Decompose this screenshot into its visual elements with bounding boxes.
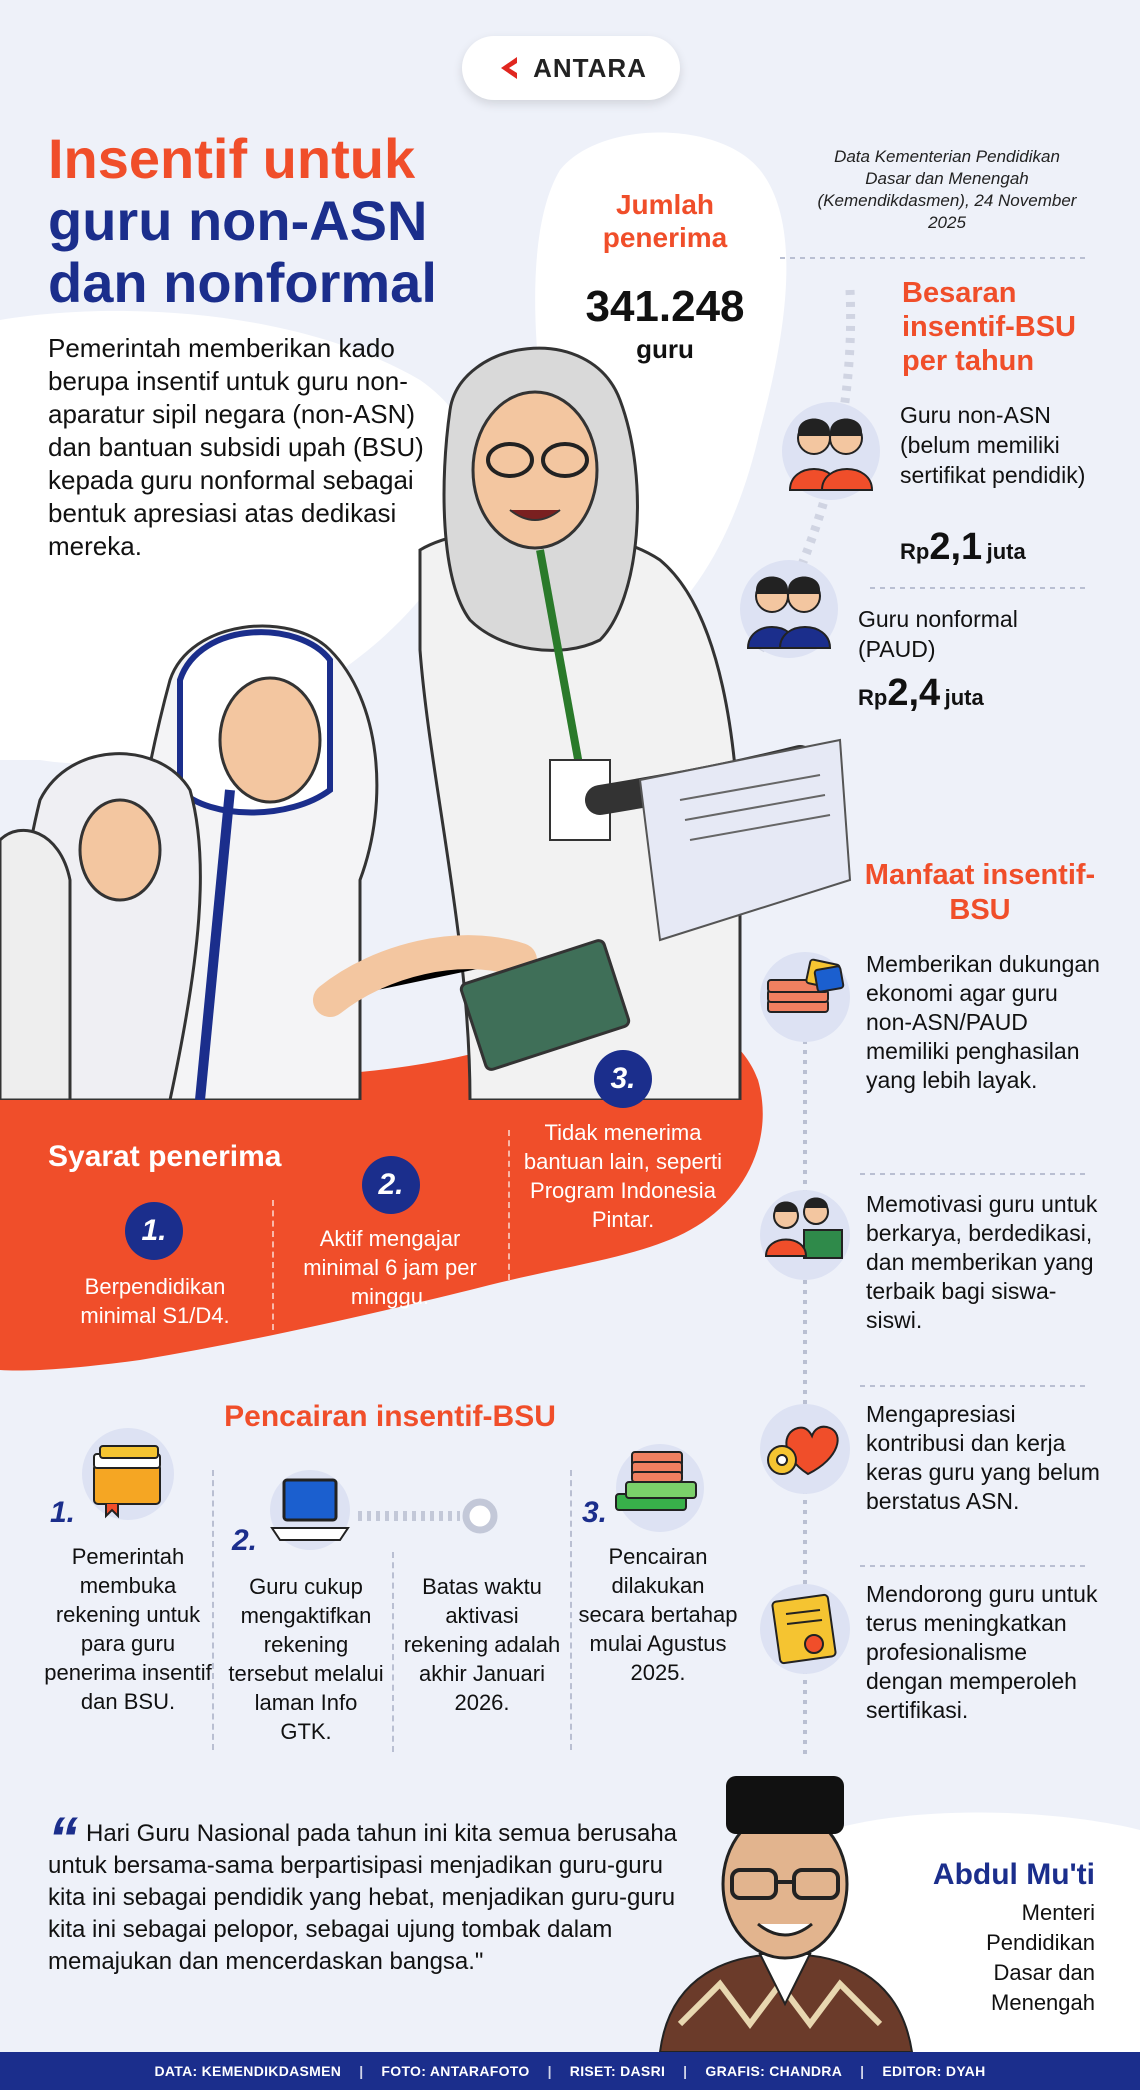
logo-text: ANTARA xyxy=(533,52,647,83)
pencairan-divider-3 xyxy=(570,1470,572,1750)
data-source: Data Kementerian Pendidikan Dasar dan Menengah (Kemendikdasmen), 24 November 2025 xyxy=(817,147,1077,232)
syarat-step-2-text: Aktif mengajar minimal 6 jam per minggu. xyxy=(303,1226,477,1309)
jumlah-title: Jumlah penerima xyxy=(602,189,728,253)
pencairan-step-2-number: 2. xyxy=(232,1524,258,1557)
pencairan-divider-2 xyxy=(392,1552,394,1752)
besaran-item-1-label: Guru non-ASN (belum memiliki sertifikat pendidik) xyxy=(900,402,1086,488)
syarat-divider-2 xyxy=(508,1130,510,1280)
besaran-title: Besaran insentif-BSU per tahun xyxy=(902,277,1076,377)
syarat-divider-1 xyxy=(272,1200,274,1330)
title-line-3: dan nonformal xyxy=(48,251,437,314)
besaran-item-2-label: Guru nonformal (PAUD) xyxy=(858,606,1018,662)
pencairan-deadline-text: Batas waktu aktivasi rekening adalah akhir Januari 2026. xyxy=(403,1574,561,1715)
pencairan-step-2-text: Guru cukup mengaktifkan rekening tersebut melalui laman Info GTK. xyxy=(228,1574,384,1744)
antara-logo xyxy=(462,36,680,100)
credit-separator: | xyxy=(359,2063,364,2079)
speaker-portrait xyxy=(640,1774,930,2052)
manfaat-item-1: Memberikan dukungan ekonomi agar guru non-ASN/PAUD memiliki penghasilan yang lebih layak. xyxy=(866,951,1100,1093)
quote-block xyxy=(48,1805,698,1978)
credit-separator: | xyxy=(683,2063,688,2079)
title-line-2: guru non-ASN xyxy=(48,189,428,252)
teacher-board-icon xyxy=(760,1190,850,1280)
people-navy-icon xyxy=(740,560,838,658)
besaran-item-2-value: Rp2,4 juta xyxy=(858,672,984,714)
pencairan-step-1-number: 1. xyxy=(50,1496,76,1529)
jumlah-unit: guru xyxy=(636,334,694,364)
heart-gear-icon xyxy=(760,1404,850,1494)
certificate-icon xyxy=(760,1584,850,1674)
syarat-step-3-number: 3. xyxy=(594,1050,652,1108)
intro-paragraph: Pemerintah memberikan kado berupa insentif untuk guru non-aparatur sipil negara (non-ASN) dan bantuan subsidi upah (BSU) kepada guru nonformal sebagai bentuk apresiasi atas dedikasi mereka. xyxy=(48,333,424,561)
quote-text: Hari Guru Nasional pada tahun ini kita semua berusaha untuk bersama-sama berpartisipasi menjadikan guru-guru kita ini sebagai pendidik yang hebat, menjadikan guru-guru kita ini sebagai pelopor, sebagai ujung tombak dalam memajukan dan mencerdaskan bangsa." xyxy=(48,1820,678,1975)
laptop-icon xyxy=(262,1468,358,1558)
people-orange-icon xyxy=(782,402,880,500)
quote-mark-icon: “ xyxy=(48,1805,78,1872)
speaker-name: Abdul Mu'ti xyxy=(932,1858,1095,1891)
manfaat-item-2: Memotivasi guru untuk berkarya, berdedikasi, dan memberikan yang terbaik bagi siswa-siswi. xyxy=(866,1191,1098,1333)
pencairan-step-1-text: Pemerintah membuka rekening untuk para guru penerima insentif dan BSU. xyxy=(44,1544,212,1714)
page-title xyxy=(48,128,568,314)
pencairan-title: Pencairan insentif-BSU xyxy=(224,1400,556,1433)
manfaat-title: Manfaat insentif-BSU xyxy=(864,859,1096,926)
jumlah-value: 341.248 xyxy=(585,282,745,331)
syarat-step-1-text: Berpendidikan minimal S1/D4. xyxy=(80,1274,230,1328)
connector-line xyxy=(356,1496,506,1536)
credit-foto: FOTO: ANTARAFOTO xyxy=(381,2063,530,2079)
credit-riset: RISET: DASRI xyxy=(569,2063,666,2079)
syarat-title: Syarat penerima xyxy=(48,1140,282,1173)
manfaat-item-4: Mendorong guru untuk terus meningkatkan profesionalisme dengan memperoleh sertifikasi. xyxy=(866,1581,1098,1723)
credit-separator: | xyxy=(547,2063,552,2079)
pencairan-divider-1 xyxy=(212,1470,214,1750)
credit-separator: | xyxy=(860,2063,865,2079)
title-line-1: Insentif untuk xyxy=(48,127,416,190)
syarat-step-3-text: Tidak menerima bantuan lain, seperti Program Indonesia Pintar. xyxy=(523,1120,723,1232)
pencairan-step-3-number: 3. xyxy=(582,1496,608,1529)
syarat-step-2-number: 2. xyxy=(362,1156,420,1214)
money-stack-icon xyxy=(760,952,850,1042)
pencairan-step-3-text: Pencairan dilakukan secara bertahap mulai Agustus 2025. xyxy=(578,1544,738,1685)
antara-logo-icon xyxy=(495,53,525,83)
manfaat-item-3: Mengapresiasi kontribusi dan kerja keras guru yang belum berstatus ASN. xyxy=(866,1401,1100,1514)
besaran-item-1-value: Rp2,1 juta xyxy=(900,526,1026,568)
speaker-role: Menteri Pendidikan Dasar dan Menengah xyxy=(986,1900,1095,2015)
money-bundle-icon xyxy=(606,1436,712,1536)
credit-data: DATA: KEMENDIKDASMEN xyxy=(154,2063,342,2079)
credit-grafis: GRAFIS: CHANDRA xyxy=(705,2063,843,2079)
credits-footer xyxy=(0,2052,1140,2090)
credit-editor: EDITOR: DYAH xyxy=(882,2063,986,2079)
syarat-step-1-number: 1. xyxy=(125,1202,183,1260)
book-icon xyxy=(76,1424,176,1524)
